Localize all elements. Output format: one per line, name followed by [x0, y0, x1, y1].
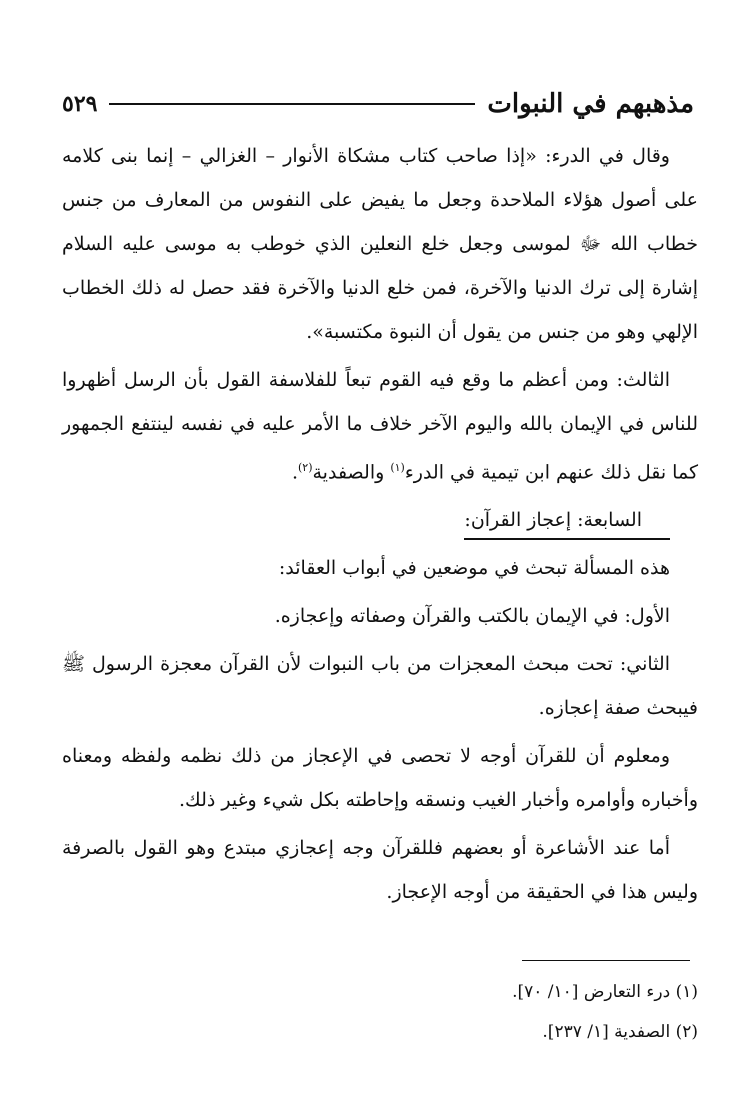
footnote-2: (٢) الصفدية [١/ ٢٣٧].: [542, 1022, 698, 1042]
footnote-separator: [522, 960, 690, 961]
paragraph-ashari: أما عند الأشاعرة أو بعضهم فللقرآن وجه إعجازي مبتدع وهو القول بالصرفة وليس هذا في الحقيقة من أوجه الإعجاز.: [62, 837, 698, 904]
paragraph-aspects: ومعلوم أن للقرآن أوجه لا تحصى في الإعجاز من ذلك نظمه ولفظه ومعناه وأخباره وأوامره وأخبار الغيب ونسقه وإحاطته بكل شيء وغير ذلك.: [62, 745, 698, 812]
header-title: مذهبهم في النبوات: [487, 89, 694, 119]
running-header: [62, 84, 694, 124]
paragraph-intro: هذه المسألة تبحث في موضعين في أبواب العقائد:: [278, 557, 670, 580]
footnote-ref-2[interactable]: (٢): [297, 461, 313, 474]
footnote-ref-1[interactable]: (١): [390, 461, 405, 474]
page-number: ٥٢٩: [62, 91, 98, 117]
paragraph-second: الثاني: تحت مبحث المعجزات من باب النبوات لأن القرآن معجزة الرسول ﷺ فيبحث صفة إعجازه.: [62, 653, 698, 720]
paragraph-third-mid: والصفدية: [312, 461, 391, 484]
paragraph-quote: وقال في الدرء: «إذا صاحب كتاب مشكاة الأنوار – الغزالي – إنما بنى كلامه على أصول هؤلاء الملاحدة وجعل ما يفيض على النفوس من المعارف من جنس خطاب الله ﷻ لموسى وجعل خلع النعلين الذي خوطب به موسى عليه السلام إشارة إلى ترك الدنيا والآخرة، فمن خلع الدنيا والآخرة فقد حصل له ذلك الخطاب الإلهي وهو من جنس من يقول أن النبوة مكتسبة».: [62, 145, 698, 343]
section-title: السابعة: إعجاز القرآن:: [464, 503, 670, 540]
footnote-1: (١) درء التعارض [١٠/ ٧٠].: [512, 982, 698, 1002]
paragraph-third-text: الثالث: ومن أعظم ما وقع فيه القوم تبعاً للفلاسفة القول بأن الرسل أظهروا للناس في الإيمان بالله واليوم الآخر خلاف ما الأمر عليه في نفسه لينتفع الجمهور كما نقل ذلك عنهم ابن تيمية في الدرء: [62, 369, 698, 484]
paragraph-third-end: .: [291, 461, 298, 484]
footnotes: [62, 972, 698, 1052]
header-rule: [109, 103, 475, 105]
section-heading-row: [62, 498, 698, 542]
paragraph-first: الأول: في الإيمان بالكتب والقرآن وصفاته وإعجازه.: [274, 605, 670, 628]
paragraph-third: [62, 358, 698, 494]
body-text: [62, 134, 698, 918]
